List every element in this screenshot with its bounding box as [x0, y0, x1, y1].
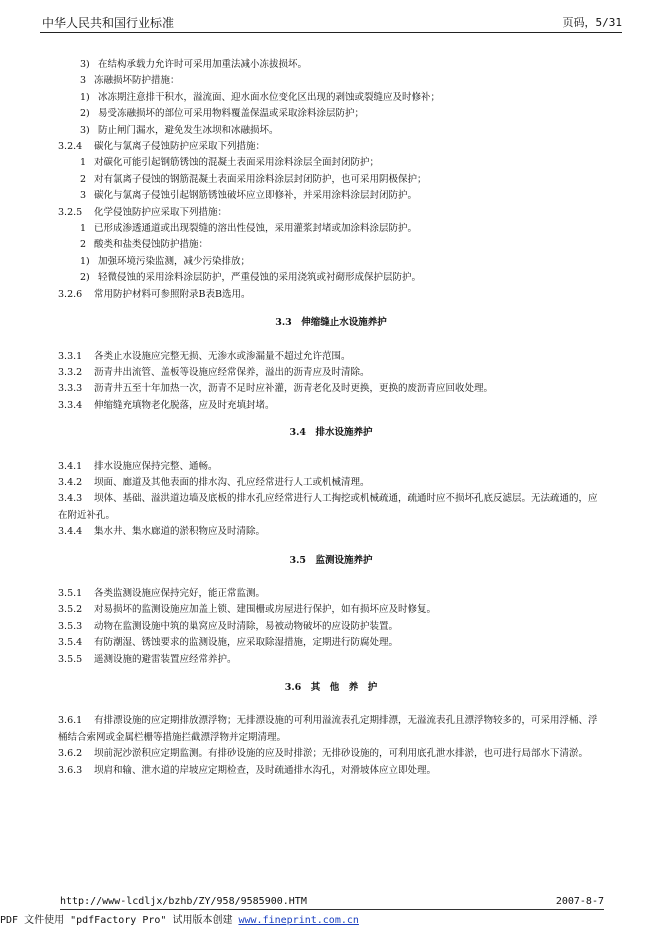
clause: 3.3.2 沥青井出流管、盖板等设施应经常保养，溢出的沥青应及时清除。	[58, 366, 370, 378]
page-number: 页码，5/31	[562, 16, 622, 29]
clause: 3.3.3 沥青井五至十年加热一次，沥青不足时应补灌，沥青老化及时更换，更换的废沥青应回收处理。	[58, 383, 494, 395]
clause: 3.4.1 排水设施应保持完整、通畅。	[58, 460, 218, 472]
clause: 3.5.5 遥测设施的避雷装置应经常养护。	[58, 653, 237, 665]
list-item: 1) 冰冻期注意排干积水，溢流面、迎水面水位变化区出现的剥蚀或裂缝应及时修补；	[80, 91, 441, 103]
list-item: 2) 易受冻融损坏的部位可采用物料覆盖保温或采取涂料涂层防护；	[80, 108, 365, 120]
list-item: 1 已形成渗透通道或出现裂缝的溶出性侵蚀，采用灌浆封堵或加涂料涂层防护。	[80, 223, 418, 235]
clause: 3.5.3 动物在监测设施中筑的巢窝应及时清除，易被动物破坏的应设防护装置。	[58, 620, 399, 632]
clause: 3.6.3 坝肩和输、泄水道的岸坡应定期检查，及时疏通排水沟孔，对滑坡体应立即处理。	[58, 764, 437, 776]
clause: 3.4.4 集水井、集水廊道的淤积物应及时清除。	[58, 526, 266, 538]
section-heading: 3.4 排水设施养护	[289, 427, 373, 439]
clause: 3.3.4 伸缩缝充填物老化脱落，应及时充填封堵。	[58, 399, 275, 411]
list-item: 3) 防止闸门漏水，避免发生冰坝和冰融损坏。	[80, 124, 279, 136]
list-item: 3 碳化与氯离子侵蚀引起钢筋锈蚀破坏应立即修补，并采用涂料涂层封闭防护。	[80, 190, 418, 202]
pdf-notice-text: PDF 文件使用 "pdfFactory Pro" 试用版本创建	[0, 915, 239, 926]
list-item: 1) 加强环境污染监测，减少污染排放；	[80, 255, 251, 267]
clause: 3.6.1 有排漂设施的应定期排放漂浮物；无排漂设施的可利用溢流表孔定期排漂，无溢流表孔且漂浮物较多的，可采用浮桶、浮桶结合索网或金属栏栅等措施拦截漂浮物并定期清理。	[58, 715, 598, 743]
footer-divider	[60, 909, 604, 910]
list-item: 3) 在结构承载力允许时可采用加重法减小冻拔损坏。	[80, 59, 308, 70]
section-heading: 3.3 伸缩缝止水设施养护	[275, 317, 387, 329]
header-title: 中华人民共和国行业标准	[42, 16, 175, 30]
clause: 3.5.2 对易损坏的监测设施应加盖上锁、建围栅或房屋进行保护，如有损坏应及时修复。	[58, 604, 437, 616]
pdf-notice	[0, 911, 359, 926]
section-heading: 3.6 其 他 养 护	[284, 682, 378, 693]
clause: 3.4.2 坝面、廊道及其他表面的排水沟、孔应经常进行人工或机械清理。	[58, 476, 370, 488]
list-item: 3 冻融损坏防护措施：	[80, 75, 180, 87]
document-body	[58, 57, 604, 779]
clause: 3.2.5 化学侵蚀防护应采取下列措施：	[58, 206, 228, 218]
list-item: 2) 轻微侵蚀的采用涂料涂层防护，严重侵蚀的采用浇筑或衬砌形成保护层防护。	[80, 272, 422, 284]
clause: 3.2.6 常用防护材料可参照附录B表B选用。	[58, 288, 251, 300]
clause: 3.3.1 各类止水设施应完整无损、无渗水或渗漏量不超过允许范围。	[58, 350, 351, 362]
list-item: 2 酸类和盐类侵蚀防护措施：	[80, 239, 209, 251]
page-header	[40, 14, 622, 34]
list-item: 2 对有氯离子侵蚀的钢筋混凝土表面采用涂料涂层封闭防护，也可采用阴极保护；	[80, 173, 427, 185]
header-divider	[40, 32, 622, 33]
section-heading: 3.5 监测设施养护	[289, 554, 373, 566]
fineprint-link[interactable]: www.fineprint.com.cn	[238, 915, 359, 926]
clause: 3.5.4 有防潮湿、锈蚀要求的监测设施，应采取除湿措施，定期进行防腐处理。	[58, 637, 399, 649]
clause: 3.4.3 坝体、基础、溢洪道边墙及底板的排水孔应经常进行人工掏挖或机械疏通，疏通时应不损坏孔底反滤层。无法疏通的，应在附近补孔。	[58, 493, 598, 521]
print-date: 2007-8-7	[555, 896, 604, 907]
source-url: http://www-lcdljx/bzhb/ZY/958/9585900.HTM	[60, 896, 307, 907]
clause: 3.5.1 各类监测设施应保持完好，能正常监测。	[58, 587, 266, 599]
list-item: 1 对碳化可能引起钢筋锈蚀的混凝土表面采用涂料涂层全面封闭防护；	[80, 157, 380, 169]
clause: 3.2.4 碳化与氯离子侵蚀防护应采取下列措施：	[58, 141, 266, 153]
clause: 3.6.2 坝前泥沙淤积应定期监测。有排砂设施的应及时排淤；无排砂设施的，可利用底孔泄水排淤，也可进行局部水下清淤。	[58, 748, 589, 760]
